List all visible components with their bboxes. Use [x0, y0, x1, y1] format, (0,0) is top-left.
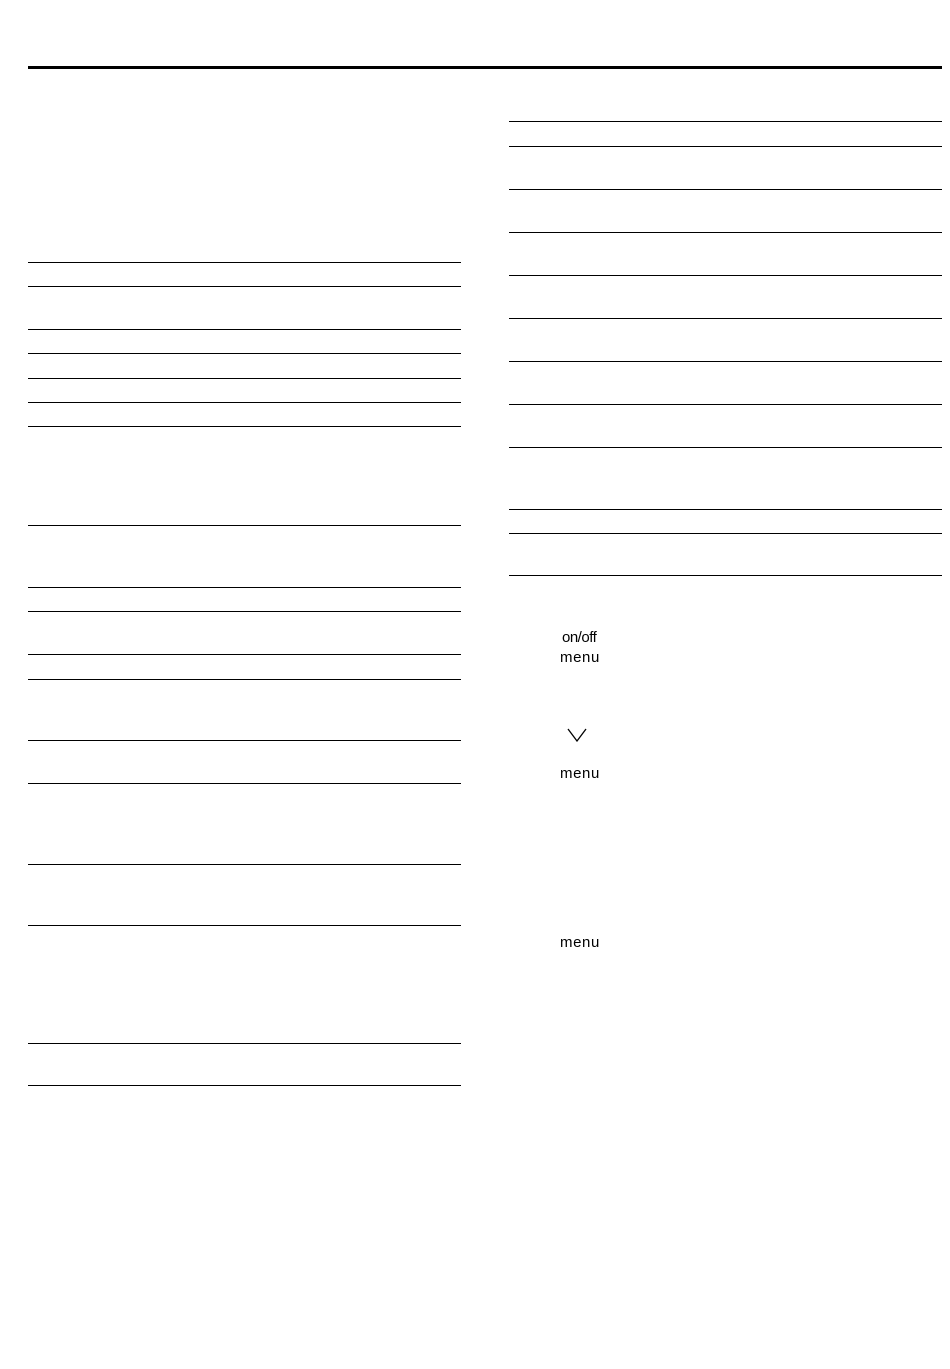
table-row — [28, 426, 461, 525]
chevron-down-icon — [567, 728, 587, 742]
right-table — [509, 121, 942, 576]
table-row — [28, 353, 461, 378]
table-row — [509, 404, 942, 447]
menu-button-label: menu — [560, 649, 600, 666]
table-row — [28, 262, 461, 286]
table-row — [509, 232, 942, 275]
table-row — [28, 402, 461, 426]
table-row — [28, 329, 461, 353]
table-row — [509, 361, 942, 404]
table-row — [28, 525, 461, 587]
menu-button-label: menu — [560, 765, 600, 782]
table-row — [509, 447, 942, 509]
table-row — [509, 275, 942, 318]
table-row — [509, 189, 942, 232]
table-row — [28, 286, 461, 329]
menu-button-label: menu — [560, 934, 600, 951]
table-row — [509, 146, 942, 189]
table-row — [28, 740, 461, 783]
table-row — [28, 679, 461, 740]
table-row — [28, 654, 461, 679]
table-row — [509, 509, 942, 533]
onoff-button-label: on/off — [562, 629, 597, 646]
table-row — [28, 378, 461, 402]
left-table — [28, 262, 461, 1086]
table-row — [28, 925, 461, 1043]
header-rule — [28, 66, 942, 69]
table-row — [28, 864, 461, 925]
table-row — [28, 611, 461, 654]
table-row — [28, 587, 461, 611]
table-row — [509, 318, 942, 361]
table-row — [509, 533, 942, 576]
table-row — [28, 1043, 461, 1086]
table-row — [509, 121, 942, 146]
table-row — [28, 783, 461, 864]
